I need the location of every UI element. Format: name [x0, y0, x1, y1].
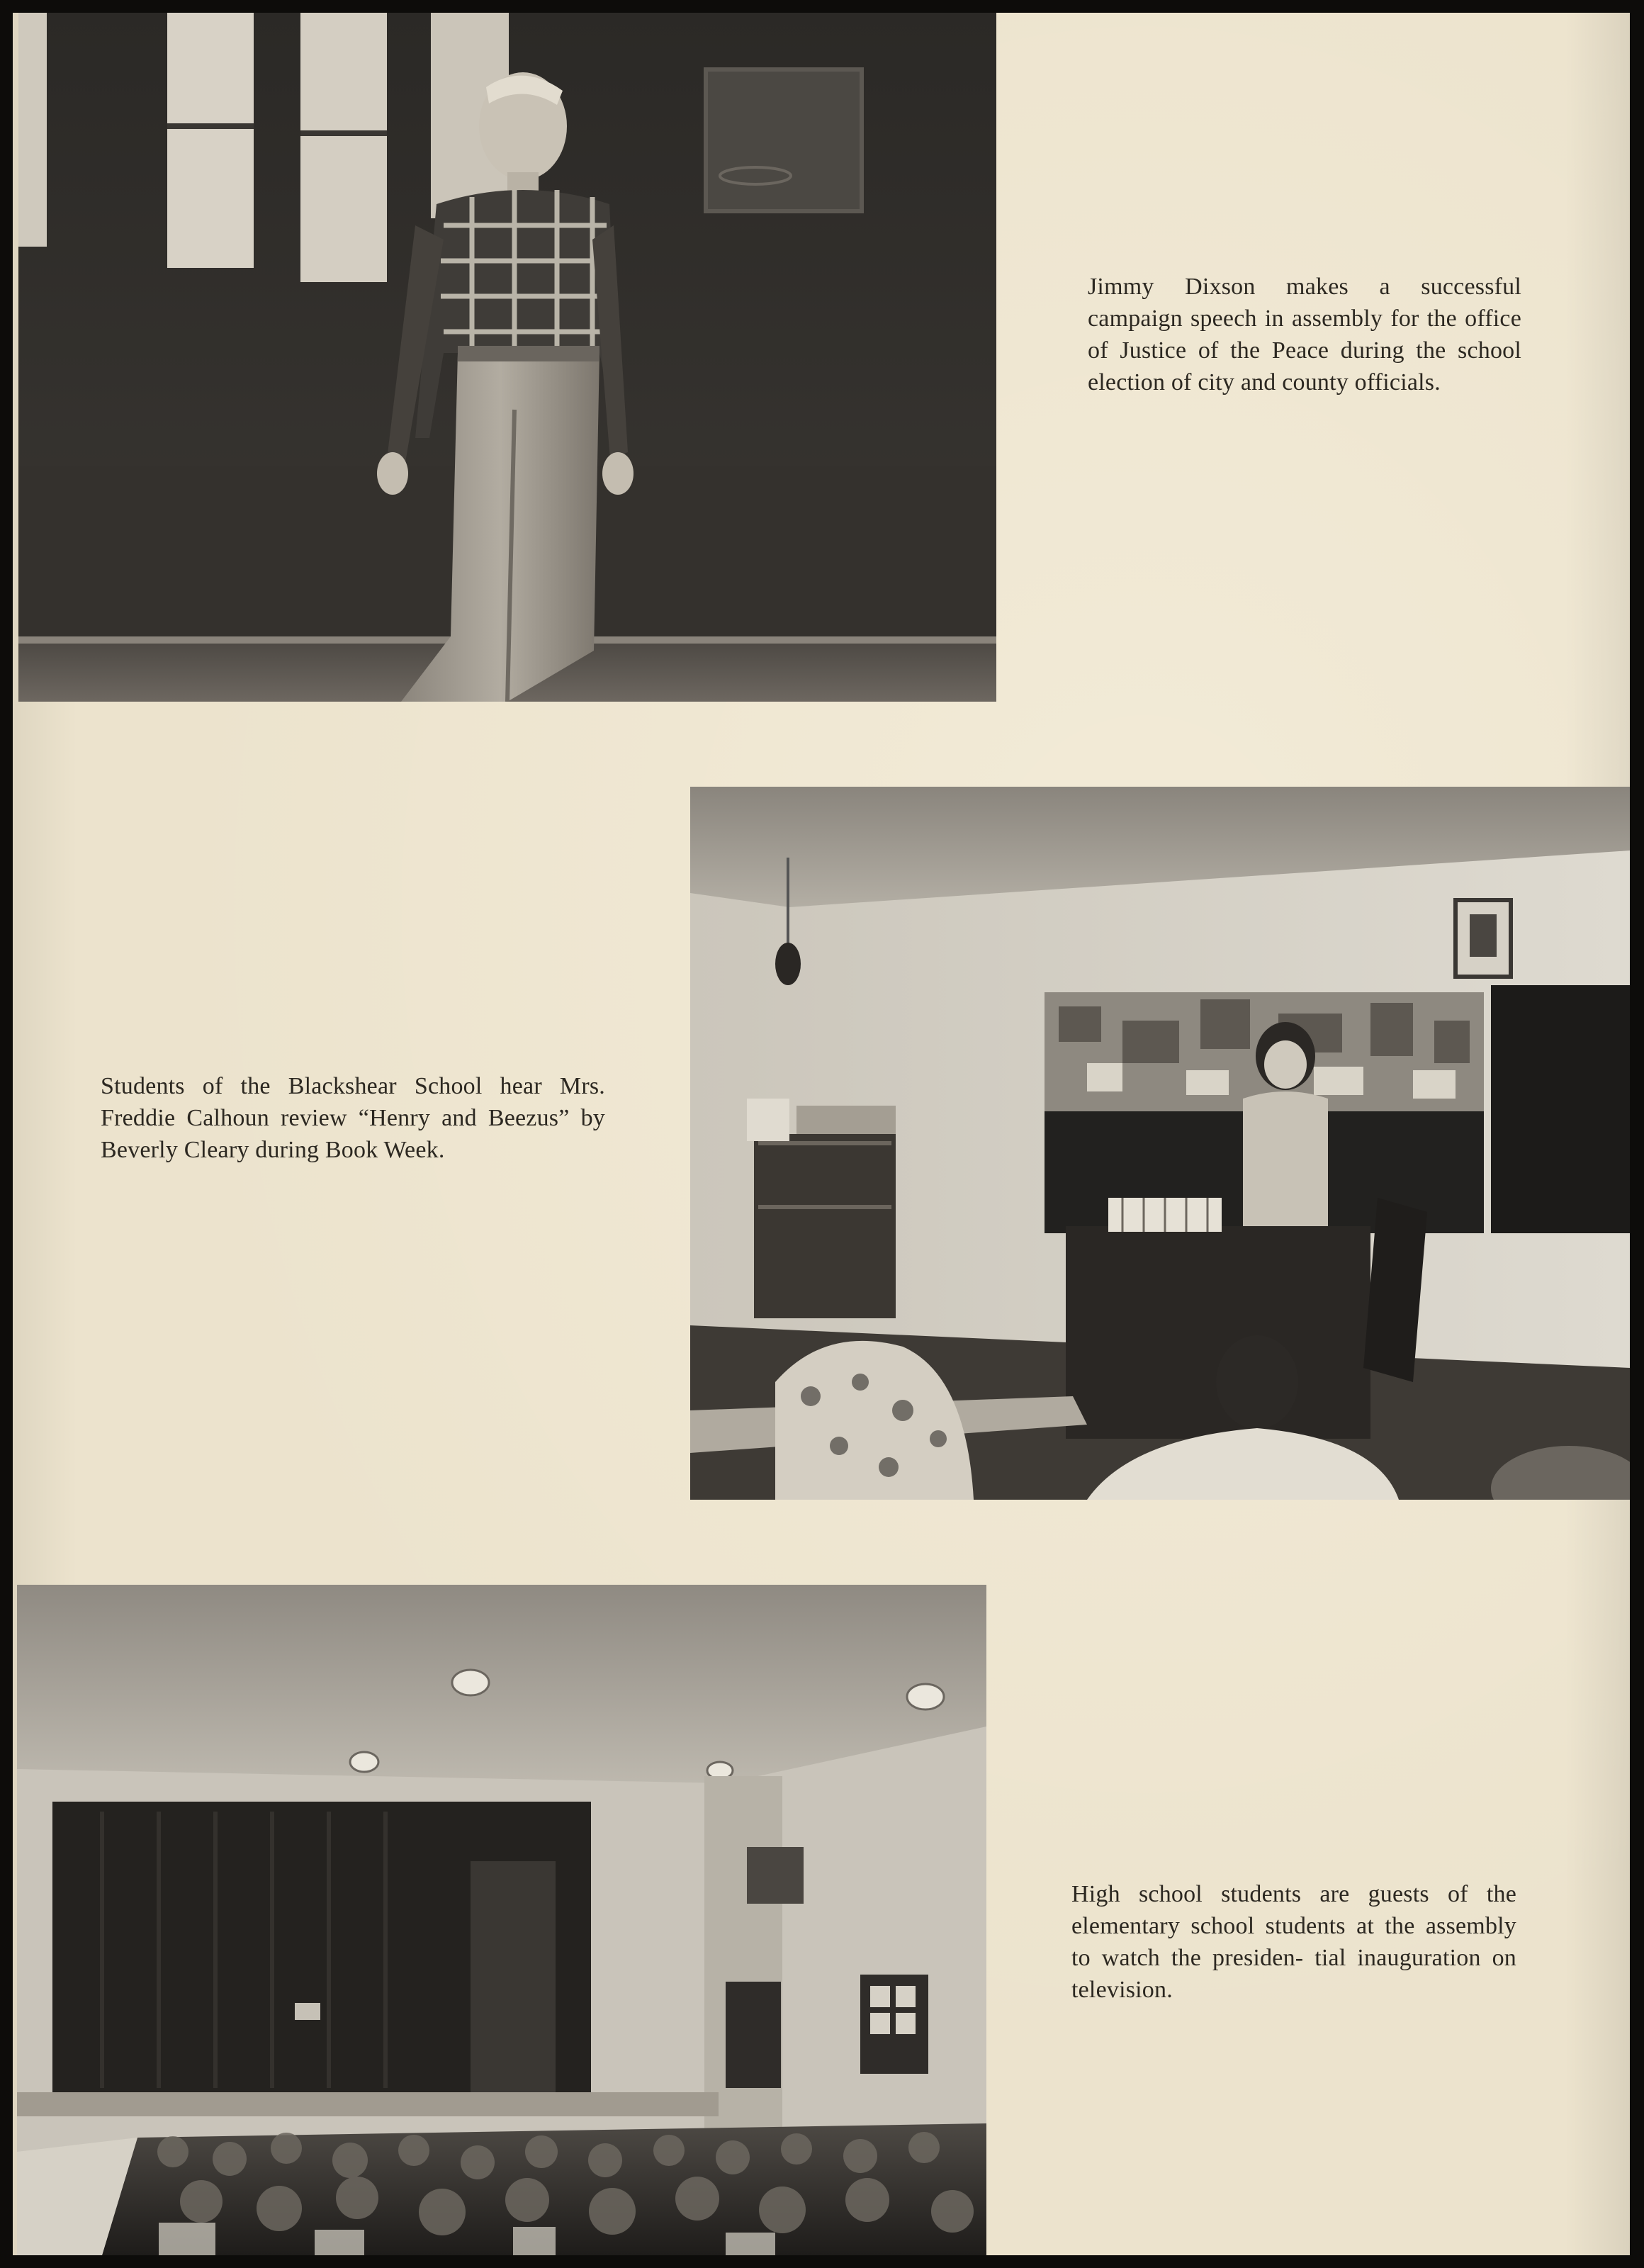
- speech-caption: Jimmy Dixson makes a successful campaign speech in assembly for the office of Justice of the Peace during the school election of city and county officials.: [1088, 274, 1521, 395]
- speech-photo: [18, 13, 996, 702]
- auditorium-caption: High school students are guests of the elementary school students at the assembly to watch the presiden- tial inauguration on television.: [1071, 1881, 1516, 2003]
- classroom-caption: Students of the Blackshear School hear Mrs. Freddie Calhoun review “Henry and Beezus” by Beverly Cleary during Book Week.: [101, 1073, 605, 1163]
- auditorium-photo: [17, 1585, 986, 2255]
- classroom-photo: [690, 787, 1630, 1500]
- yearbook-page: [13, 13, 1630, 2255]
